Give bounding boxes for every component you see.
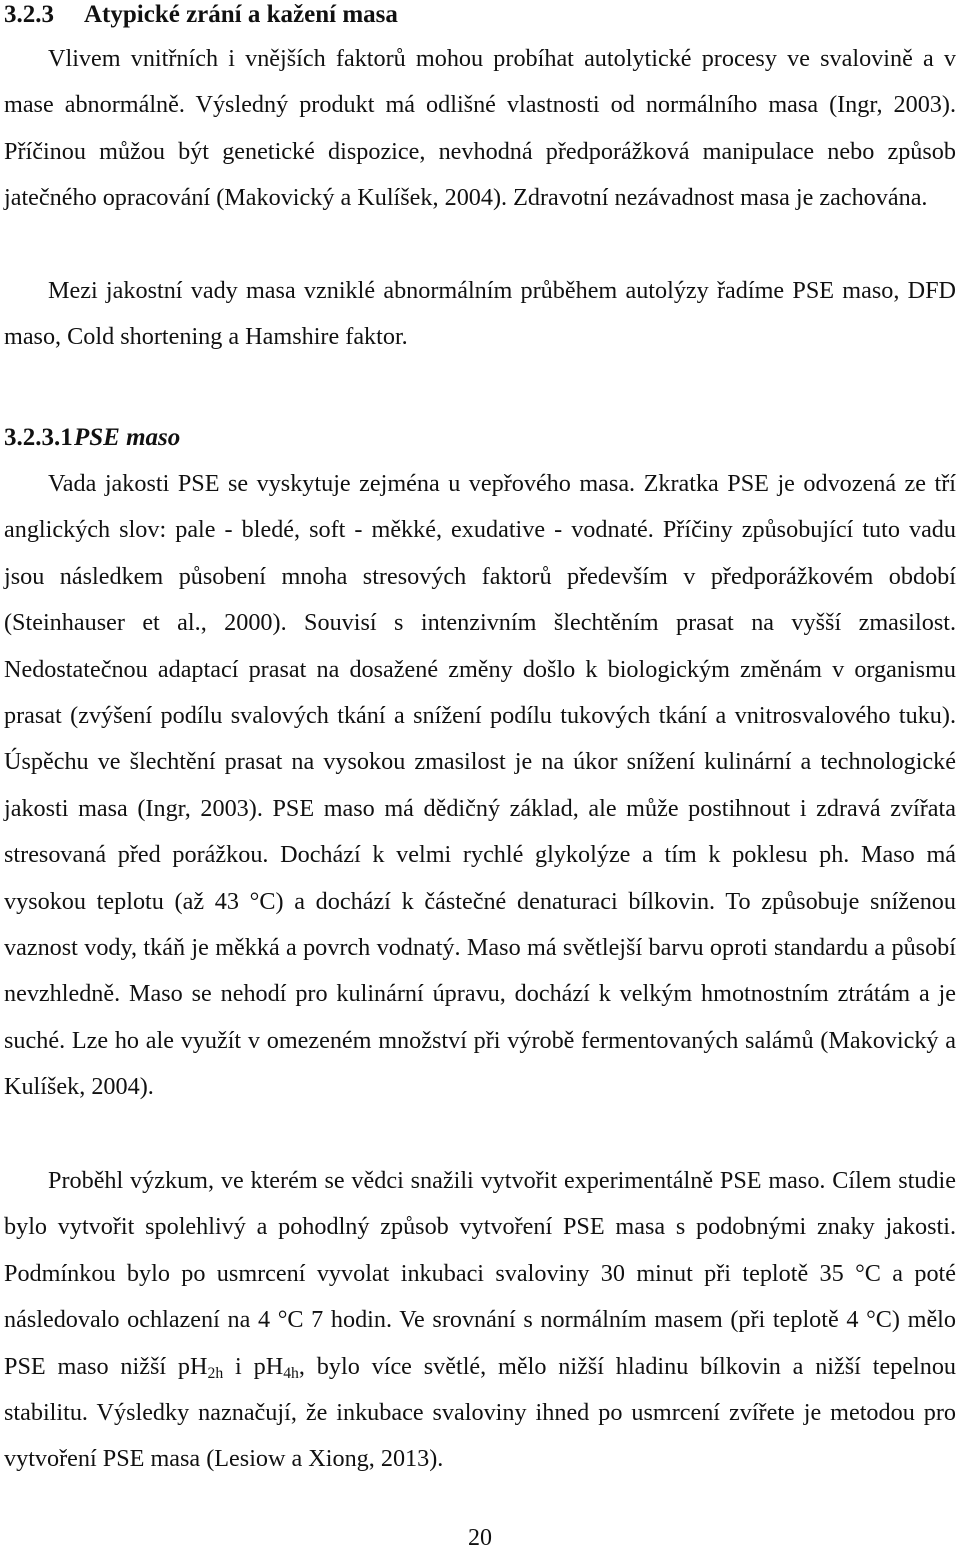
paragraph-pse-description: Vada jakosti PSE se vyskytuje zejména u vepřového masa. Zkratka PSE je odvozená ze tří anglických slov: pale - bledé, soft - měkké, exudative - vodnaté. Příčiny způsobující tuto vadu jsou následkem působení mnoha stresových faktorů především v předporážkovém období (Steinhauser et al., 2000). Souvisí s intenzivním šlechtěním prasat na vyšší zmasilost. Nedostatečnou adaptací prasat na dosažené změny došlo k biologickým změnám v organismu prasat (zvýšení podílu svalových tkání a snížení podílu tukových tkání a vnitrosvalového tuku). Úspěchu ve šlechtění prasat na vysokou zmasilost je na úkor snížení kulinární a technologické jakosti masa (Ingr, 2003). PSE maso má dědičný základ, ale může postihnout i zdravá zvířata stresovaná před porážkou. Dochází k velmi rychlé glykolýze a tím k poklesu ph. Maso má vysokou teplotu (až 43 °C) a dochází k částečné denaturaci bílkovin. To způsobuje sníženou vaznost vody, tkáň je měkká a povrch vodnatý. Maso má světlejší barvu oproti standardu a působí nevzhledně. Maso se nehodí pro kulinární úpravu, dochází k velkým hmotnostním ztrátám a je suché. Lze ho ale využít v omezeném množství při výrobě fermentovaných salámů (Makovický a Kulíšek, 2004).	[4, 470, 956, 1101]
paragraph-autolysis-intro: Vlivem vnitřních i vnějších faktorů mohou probíhat autolytické procesy ve svalovině a v mase abnormálně. Výsledný produkt má odlišné vlastnosti od normálního masa (Ingr, 2003). Příčinou můžou být genetické dispozice, nevhodná předporážková manipulace nebo způsob jatečného opracování (Makovický a Kulíšek, 2004). Zdravotní nezávadnost masa je zachována.	[4, 45, 956, 212]
section-heading	[4, 0, 398, 30]
subsection-title: PSE maso	[74, 424, 181, 451]
section-title: Atypické zrání a kažení masa	[84, 1, 398, 28]
subsection-number: 3.2.3.1	[4, 424, 73, 451]
research-text-part2: i pH	[223, 1352, 284, 1380]
research-text-part3: , bylo více světlé, mělo nižší hladinu bílkovin a nižší tepelnou stabilitu. Výsledky naznačují, že inkubace svaloviny ihned po usmrcení zvířete je metodou pro vytvoření PSE masa (Lesiow a Xiong, 2013).	[4, 1352, 957, 1473]
paragraph-pse-research	[4, 1158, 956, 1483]
paragraph-quality-defects: Mezi jakostní vady masa vzniklé abnormálním průběhem autolýzy řadíme PSE maso, DFD maso, Cold shortening a Hamshire faktor.	[4, 277, 956, 351]
research-text-part1: Proběhl výzkum, ve kterém se vědci snažili vytvořit experimentálně PSE maso. Cílem studie bylo vytvořit spolehlivý a pohodlný způsob vytvoření PSE masa s podobnými znaky jakosti. Podmínkou bylo po usmrcení vyvolat inkubaci svaloviny 30 minut při teplotě 35 °C a poté následovalo ochlazení na 4 °C 7 hodin. Ve srovnání s normálním masem (při teplotě 4 °C) mělo PSE maso nižší pH	[4, 1167, 956, 1380]
ph-4h-subscript: 4h	[283, 1364, 299, 1382]
subsection-heading	[4, 423, 180, 453]
page-number: 20	[468, 1525, 492, 1551]
section-number: 3.2.3	[4, 1, 54, 28]
ph-2h-subscript: 2h	[207, 1364, 224, 1382]
